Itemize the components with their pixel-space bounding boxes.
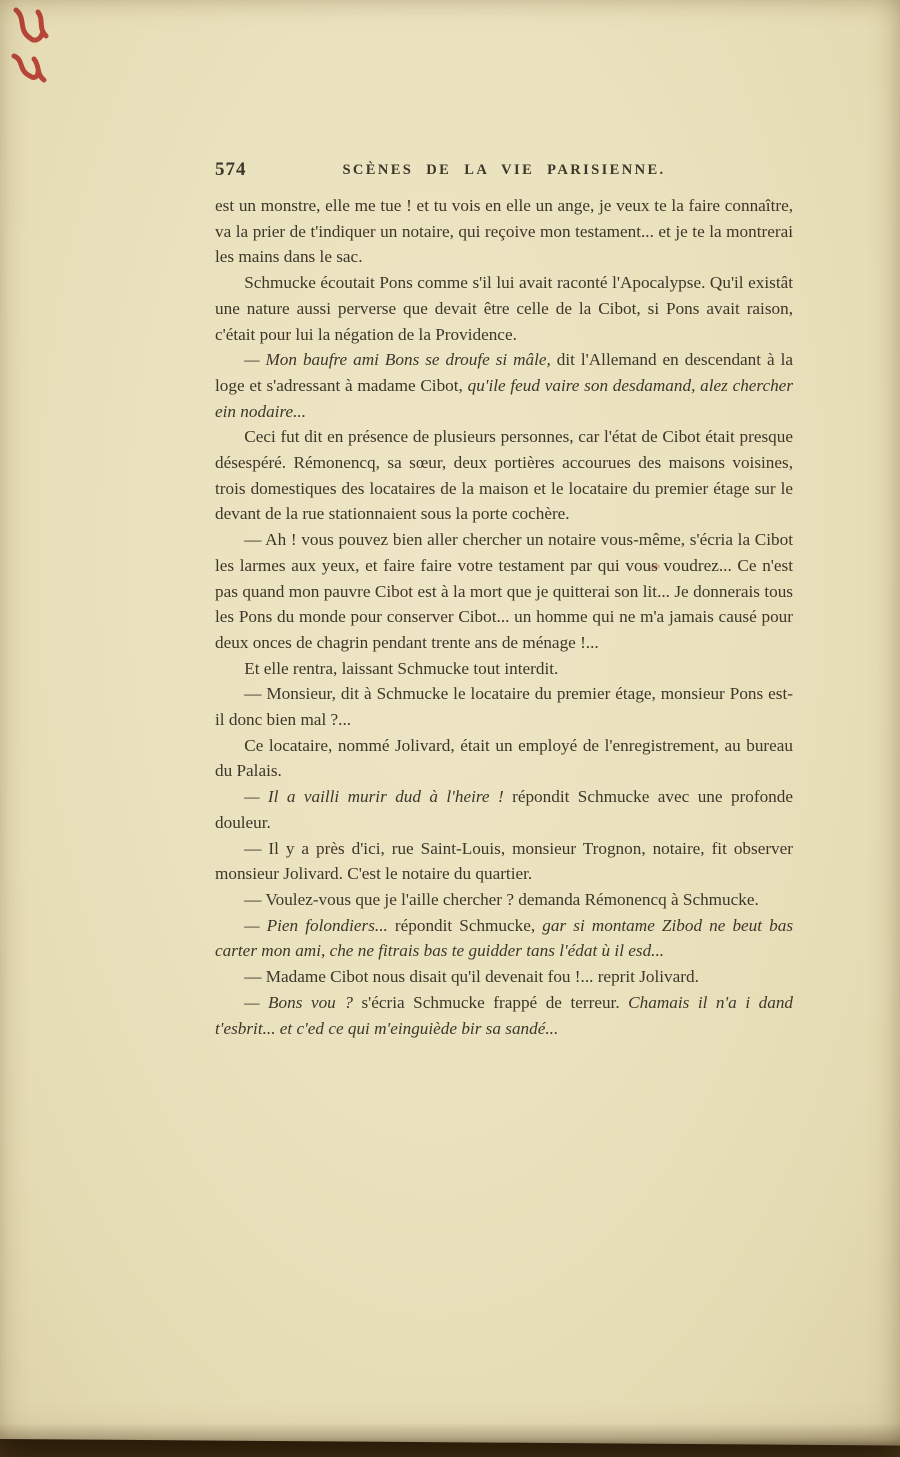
text-segment: — Voulez-vous que je l'aille chercher ? demanda Rémonencq à Schmucke.: [244, 889, 759, 909]
italic-text-segment: Chamais il n'a i dand t'esbrit... et c'ed ce qui m'einguiède bir sa sandé...: [215, 992, 794, 1038]
italic-text-segment: qu'ile feud vaire son desdamand, alez chercher ein nodaire...: [215, 375, 794, 421]
paragraph: [215, 347, 793, 424]
paragraph: [215, 656, 793, 682]
text-segment: Ceci fut dit en présence de plusieurs personnes, car l'état de Cibot était presque désespéré. Rémonencq, sa sœur, deux portières accourues des maisons voisines, trois domestiques des locataires de la maison et le locataire du premier étage sur le devant de la rue stationnaient sous la porte cochère.: [215, 427, 793, 524]
page-header: [215, 159, 793, 183]
paragraph: [215, 887, 793, 913]
paragraph: [215, 681, 793, 732]
red-pen-marks-icon: [4, 4, 76, 100]
paragraph: [215, 913, 793, 964]
paragraph: [215, 270, 793, 347]
paragraph: [215, 733, 793, 784]
paragraph: [215, 836, 793, 887]
text-block: [215, 193, 793, 1041]
text-segment: — Madame Cibot nous disait qu'il devenait fou !... reprit Jolivard.: [244, 967, 699, 987]
text-segment: Schmucke écoutait Pons comme s'il lui avait raconté l'Apocalypse. Qu'il existât une nature aussi perverse que devait être celle de la Cibot, si Pons avait raison, c'était pour lui la négation de la Providence.: [215, 273, 793, 344]
paragraph: [215, 527, 793, 656]
running-title: SCÈNES DE LA VIE PARISIENNE.: [342, 162, 666, 178]
text-segment: dit l'Allemand en descendant à la loge et s'adressant à madame Cibot,: [215, 350, 794, 395]
italic-text-segment: — Il a vailli murir dud à l'heire !: [244, 787, 513, 807]
text-segment: s'écria Schmucke frappé de terreur.: [361, 992, 629, 1012]
italic-text-segment: gar si montame Zibod ne beut bas carter mon ami, che ne fitrais bas te guidder tans l'édat ù il esd...: [215, 915, 794, 961]
paragraph: [215, 193, 793, 270]
scan-bottom-edge: [0, 1435, 900, 1457]
italic-text-segment: — Bons vou ?: [244, 992, 362, 1012]
text-segment: répondit Schmucke,: [394, 915, 543, 935]
scan-bottom-shadow: [0, 1423, 900, 1457]
text-segment: Ce locataire, nommé Jolivard, était un employé de l'enregistrement, au bureau du Palais.: [215, 735, 793, 781]
paragraph: [215, 424, 793, 527]
page-number: 574: [215, 159, 247, 180]
text-segment: — Ah ! vous pouvez bien aller chercher un notaire vous-même, s'écria la Cibot les larmes aux yeux, et faire faire votre testament par qui vous voudrez... Ce n'est pas quand mon pauvre Cibot est à la mort que je quitterai son lit... Je donnerais tous les Pons du monde pour conserver Cibot... un homme qui ne m'a jamais causé pour deux onces de chagrin pendant trente ans de ménage !...: [215, 530, 793, 652]
text-segment: Et elle rentra, laissant Schmucke tout interdit.: [244, 658, 559, 678]
italic-text-segment: — Mon baufre ami Bons se droufe si mâle,: [244, 350, 557, 370]
text-segment: — Il y a près d'ici, rue Saint-Louis, monsieur Trognon, notaire, fit observer monsieur Jolivard. C'est le notaire du quartier.: [215, 838, 793, 884]
italic-text-segment: — Pien folondiers...: [244, 915, 395, 935]
paragraph: [215, 990, 793, 1041]
paragraph: [215, 964, 793, 990]
text-segment: répondit Schmucke avec une profonde douleur.: [215, 787, 793, 832]
text-segment: — Monsieur, dit à Schmucke le locataire du premier étage, monsieur Pons est-il donc bien mal ?...: [215, 684, 793, 730]
text-segment: est un monstre, elle me tue ! et tu vois en elle un ange, je veux te la faire connaître, va la prier de t'indiquer un notaire, qui reçoive mon testament... et je te la montrerai les mains dans le sac.: [215, 196, 793, 267]
paragraph: [215, 784, 793, 835]
